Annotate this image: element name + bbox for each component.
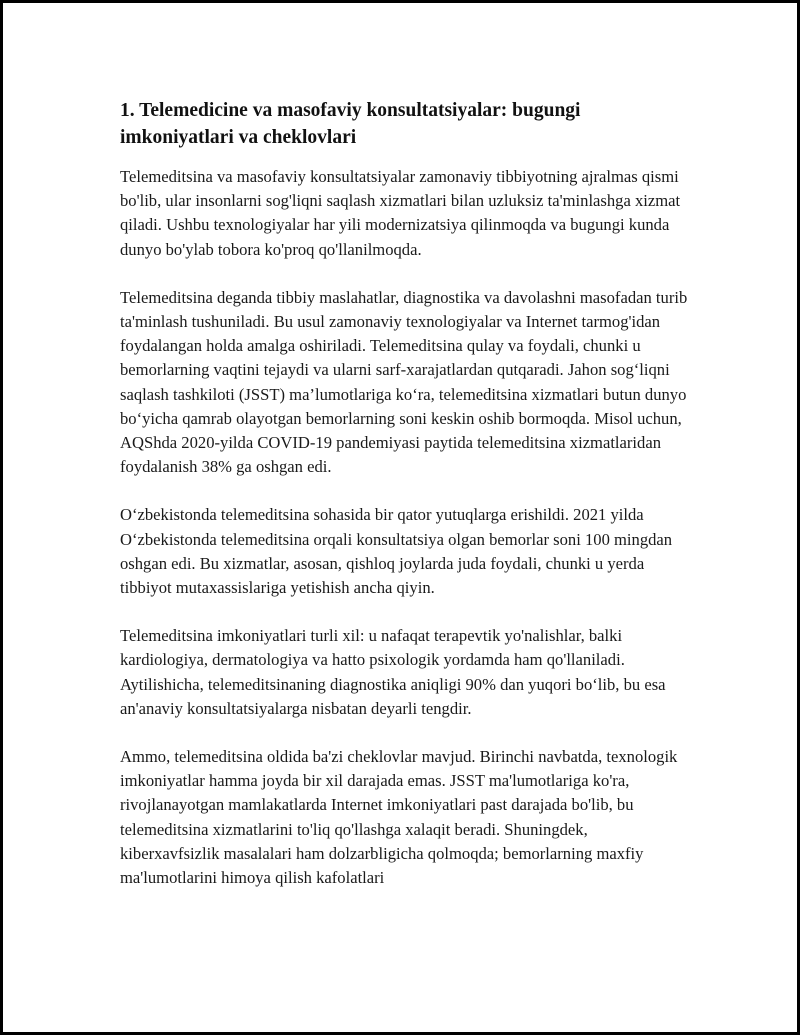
paragraph-capabilities: Telemeditsina imkoniyatlari turli xil: u nafaqat terapevtik yo'nalishlar, balki kardiologiya, dermatologiya va hatto psixologik yordamda ham qo'llaniladi. Aytilishicha, telemeditsinaning diagnostika aniqligi 90% dan yuqori bo‘lib, bu esa an'anaviy konsultatsiyalarga nisbatan deyarli tengdir. — [120, 626, 666, 718]
paragraph-intro: Telemeditsina va masofaviy konsultatsiyalar zamonaviy tibbiyotning ajralmas qismi bo'lib, ular insonlarni sog'liqni saqlash xizmatlari bilan uzluksiz ta'minlashga xizmat qiladi. Ushbu texnologiyalar har yili modernizatsiya qilinmoqda va bugungi kunda dunyo bo'ylab tobora ko'proq qo'llanilmoqda. — [120, 167, 681, 259]
paragraph-limitations: Ammo, telemeditsina oldida ba'zi cheklovlar mavjud. Birinchi navbatda, texnologik imkoniyatlar hamma joyda bir xil darajada emas. JSST ma'lumotlariga ko'ra, rivojlanayotgan mamlakatlarda Internet imkoniyatlari past darajada bo'lib, bu telemeditsina xizmatlarini to'liq qo'llashga xalaqit beradi. Shuningdek, kiberxavfsizlik masalalari ham dolzarbligicha qolmoqda; bemorlarning maxfiy ma'lumotlarini himoya qilish kafolatlari — [120, 747, 678, 888]
paragraph-definition: Telemeditsina deganda tibbiy maslahatlar, diagnostika va davolashni masofadan turib ta'minlash tushuniladi. Bu usul zamonaviy texnologiyalar va Internet tarmog'idan foydalangan holda amalga oshiriladi. Telemeditsina qulay va foydali, chunki u bemorlarning vaqtini tejaydi va ularni sarf-xarajatlardan qutqaradi. Jahon sog‘liqni saqlash tashkiloti (JSST) ma’lumotlariga ko‘ra, telemeditsina xizmatlari butun dunyo bo‘yicha qamrab olayotgan bemorlarning soni keskin oshib bormoqda. Misol uchun, AQShda 2020-yilda COVID-19 pandemiyasi paytida telemeditsina xizmatlaridan foydalanish 38% ga oshgan edi. — [120, 287, 688, 477]
section-title: 1. Telemedicine va masofaviy konsultatsiyalar: bugungi imkoniyatlari va cheklovlari — [120, 100, 581, 148]
paragraph-uzbekistan: O‘zbekistonda telemeditsina sohasida bir qator yutuqlarga erishildi. 2021 yilda O‘zbekistonda telemeditsina orqali konsultatsiya olgan bemorlar soni 100 mingdan oshgan edi. Bu xizmatlar, asosan, qishloq joylarda juda foydali, chunki u yerda tibbiyot mutaxassislariga yetishish ancha qiyin. — [120, 505, 673, 598]
document-body — [120, 97, 690, 914]
